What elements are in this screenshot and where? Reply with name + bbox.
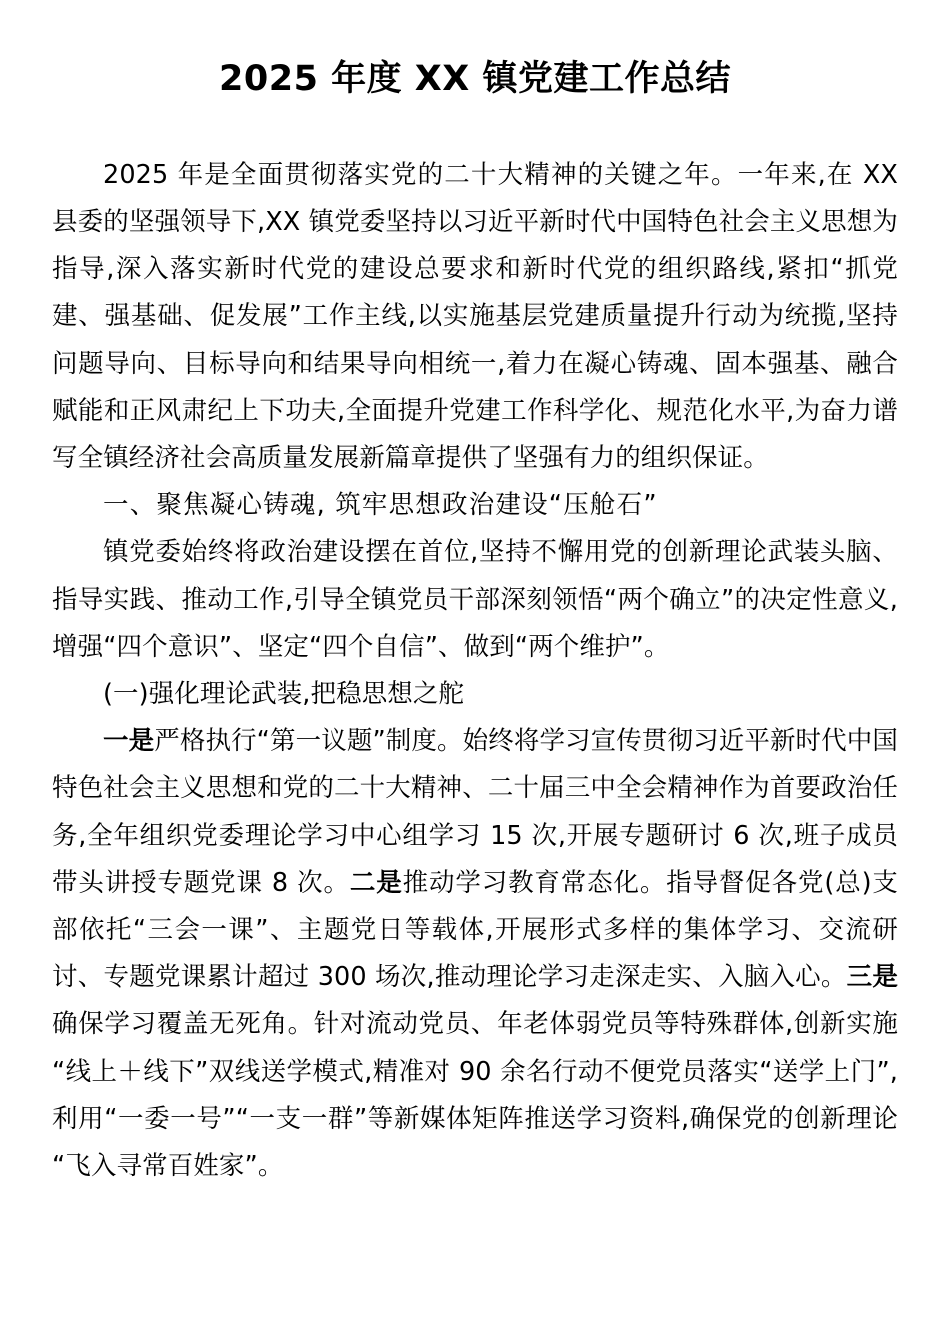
emphasis-run: 三是 — [846, 962, 899, 993]
page-title: 2025 年度 XX 镇党建工作总结 — [219, 59, 731, 99]
text-run: 严格执行“第一议题”制度。始终将学习宣传贯彻习近平新时代中国特色社会主义思想和党的二十大精神、二十届三中全会精神作为首要政治任务,全年组织党委理论学习中心组学习 15 次,开展专题研讨 6 次,班子成员带头讲授专题党课 8 次。 — [52, 726, 898, 898]
section-1-lead-paragraph: 镇党委始终将政治建设摆在首位,坚持不懈用党的创新理论武装头脑、指导实践、推动工作,引导全镇党员干部深刻领悟“两个确立”的决定性意义,增强“四个意识”、坚定“四个自信”、做到“两个维护”。 — [52, 537, 898, 662]
emphasis-run: 二是 — [349, 867, 403, 898]
text-run: 确保学习覆盖无死角。针对流动党员、年老体弱党员等特殊群体,创新实施“线上＋线下”双线送学模式,精准对 90 余名行动不便党员落实“送学上门”,利用“一委一号”“一支一群”等新媒体矩阵推送学习资料,确保党的创新理论“飞入寻常百姓家”。 — [52, 1009, 898, 1182]
intro-paragraph: 2025 年是全面贯彻落实党的二十大精神的关键之年。一年来,在 XX 县委的坚强领导下,XX 镇党委坚持以习近平新时代中国特色社会主义思想为指导,深入落实新时代党的建设总要求和新时代党的组织路线,紧扣“抓党建、强基础、促发展”工作主线,以实施基层党建质量提升行动为统揽,坚持问题导向、目标导向和结果导向相统一,着力在凝心铸魂、固本强基、融合赋能和正风肃纪上下功夫,全面提升党建工作科学化、规范化水平,为奋力谱写全镇经济社会高质量发展新篇章提供了坚强有力的组织保证。 — [52, 159, 898, 473]
emphasis-run: 一是 — [103, 726, 155, 757]
subsection-1-1-body — [52, 718, 898, 1190]
subsection-heading-1-1: (一)强化理论武装,把稳思想之舵 — [103, 678, 465, 709]
section-heading-1: 一、聚焦凝心铸魂, 筑牢思想政治建设“压舱石” — [103, 490, 658, 521]
document-body — [52, 152, 898, 1190]
text-run: 推动学习教育常态化。指导督促各党(总)支部依托“三会一课”、主题党日等载体,开展形式多样的集体学习、交流研讨、专题党课累计超过 300 场次,推动理论学习走深走实、入脑入心。 — [52, 867, 898, 993]
